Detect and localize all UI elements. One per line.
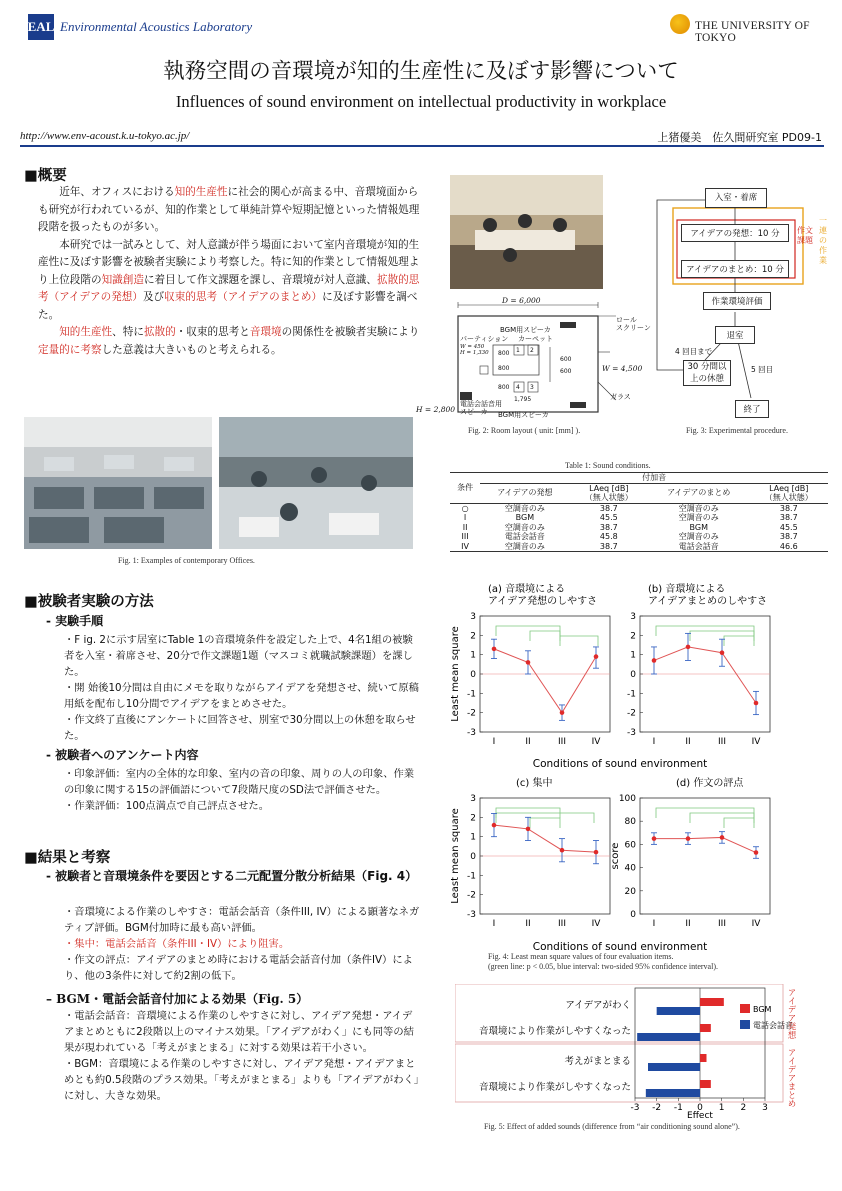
x-tick-label: 1: [718, 1103, 725, 1113]
bgm-speaker-top-label: BGM用スピーカ: [500, 326, 551, 334]
phone-bar: [637, 1033, 700, 1041]
bgm-bar: [700, 1054, 707, 1062]
category-label: 考えがまとまる: [564, 1056, 631, 1067]
y-tick-label: 2: [630, 631, 636, 642]
partition-size-label: W = 450 H = 1,330: [460, 344, 489, 356]
table-cell: ○: [450, 503, 480, 513]
table-cell: 38.7: [779, 513, 798, 522]
author-line: 上猪優美 佐久間研究室 PD09-1: [657, 131, 822, 144]
methods-bullet-2: ・開 始後10分間は自由にメモを取りながらアイデアを発想させ、続いて原稿用紙を配布し10分間でアイデアをまとめさせた。: [64, 682, 419, 710]
methods-procedure-list: [64, 632, 420, 744]
table-cell: 45.5: [599, 513, 618, 522]
y-axis-label: score: [610, 842, 621, 870]
group-label: アイデアまとめ: [786, 1048, 796, 1108]
bgm-bar: [700, 998, 724, 1006]
x-axis-label-bottom: Conditions of sound environment: [532, 941, 708, 953]
x-tick-label: 2: [740, 1103, 747, 1113]
seat-4: 4: [516, 384, 520, 391]
seat-1: 1: [516, 347, 520, 354]
essay-task-label: 作文 課題: [797, 226, 813, 245]
y-axis-label: Least mean square: [450, 626, 461, 722]
seat-3: 3: [530, 384, 534, 391]
data-point: [526, 660, 531, 665]
y-tick-label: -1: [467, 689, 476, 700]
data-point: [560, 848, 565, 853]
fig4-caption-line2: (green line: p < 0.05, blue interval: two-sided 95% confidence interval).: [488, 962, 718, 971]
y-tick-label: 0: [470, 852, 476, 862]
y-tick-label: 1: [630, 650, 636, 661]
category-label: 音環境により作業がしやすくなった: [478, 1026, 631, 1037]
x-tick-label: IV: [591, 737, 601, 747]
x-tick-label: I: [652, 919, 656, 929]
significance-line: [724, 818, 754, 828]
table-cell: 空調音のみ: [678, 532, 719, 541]
y-tick-label: -2: [467, 890, 476, 901]
table-cell: 空調音のみ: [480, 503, 569, 513]
y-tick-label: -3: [467, 728, 476, 738]
table-cell: 空調音のみ: [480, 542, 569, 552]
step-rest: 30 分間以 上の休憩: [683, 360, 731, 386]
bgm-speaker-bottom-label: BGM用スピーカ: [498, 411, 549, 419]
methods-bullet-1: ・F ig. 2に示す居室にTable 1の音環境条件を設定した上で、4名1組の被験者を入室・着席させ、20分で作文課題1題（マスコミ就職試験課題）を課した。: [64, 634, 413, 678]
step-end: 終了: [735, 400, 769, 418]
table-cell: 空調音のみ: [648, 503, 750, 513]
phone-bar: [646, 1089, 700, 1097]
title-japanese: 執務空間の音環境が知的生産性に及ぼす影響について: [163, 59, 679, 84]
th-condition: 条件: [450, 473, 480, 504]
glass-label: ガラス: [610, 393, 631, 401]
legend-swatch: [740, 1020, 750, 1029]
methods-sub-questionnaire: - 被験者へのアンケート内容: [46, 748, 199, 762]
y-tick-label: 40: [624, 863, 636, 874]
experiment-room-drawing: [450, 175, 603, 289]
group-frame-summary: [455, 1044, 783, 1102]
carpet-label: カーペット: [518, 335, 553, 343]
significance-line: [530, 818, 560, 828]
x-tick-label: II: [685, 919, 691, 929]
dim-800-a: 800: [498, 350, 510, 357]
methods-bullet-3: ・作文終了直後にアンケートに回答させ、別室で30分間以上の休憩を取らせた。: [64, 714, 416, 742]
x-tick-label: II: [685, 737, 691, 747]
dim-1795: 1,795: [514, 396, 532, 403]
dim-width: W = 4,500: [602, 364, 643, 373]
results-added-sound-list: [64, 1008, 420, 1104]
table-cell: I: [463, 513, 467, 522]
results-bullet-5: ・BGM：音環境による作業のしやすさに対し、アイデア発想・アイデアまとめとも約0.5段階のプラス効果。「考えがまとまる」よりも「アイデアがわく」に対し、大きな効果。: [64, 1058, 419, 1102]
table-cell: BGM: [515, 513, 535, 522]
y-tick-label: 0: [630, 670, 636, 680]
roll-screen-label: ロール スクリーン: [616, 316, 651, 332]
x-tick-label: 3: [762, 1103, 768, 1113]
data-point: [492, 823, 497, 828]
ginkgo-icon: [670, 14, 690, 34]
fig4-caption-line1: Fig. 4: Least mean square values of four evaluation items.: [488, 952, 674, 961]
legend-label: BGM: [753, 1005, 772, 1014]
dim-800-b: 800: [498, 365, 510, 372]
table-row: [450, 532, 828, 542]
y-tick-label: 20: [624, 886, 636, 897]
series-line: [494, 825, 596, 852]
y-tick-label: 1: [470, 650, 476, 661]
partition-label: パーティション: [460, 335, 509, 343]
x-axis-label-top: Conditions of sound environment: [532, 758, 708, 770]
phone-speaker-label: 電話会話音用 スピーカ: [460, 400, 502, 416]
results-heading: ■結果と考察: [24, 850, 111, 866]
methods-questionnaire-list: [64, 766, 420, 814]
fig2-room-layout: [416, 292, 651, 422]
methods-heading: ■被験者実験の方法: [24, 594, 154, 610]
x-tick-label: III: [718, 919, 726, 929]
x-tick-label: -3: [630, 1103, 640, 1113]
y-tick-label: -1: [627, 689, 636, 700]
y-tick-label: 3: [470, 794, 476, 804]
panel-title: (d) 作文の評点: [676, 778, 744, 789]
th-added-sound: 付加音: [480, 473, 828, 484]
th-laeq-2: LAeq [dB] （無人状態）: [764, 483, 813, 502]
series-line: [654, 647, 756, 703]
x-tick-label: III: [558, 919, 566, 929]
fig4-charts: [450, 578, 790, 958]
results-bullet-2: ・集中：電話会話音（条件III・IV）により阻害。: [64, 938, 290, 950]
step-exit: 退室: [715, 326, 755, 344]
overview-paragraph-2: 本研究では一試みとして、対人意識が伴う場面において室内音環境が知的生産性に及ぼす影響を被験者実験により考察した。特に知的作業として情報処理より上位段階の知識創造に着目して作文課題を課し、音環境が対人意識、拡散的思考（アイデアの発想）及び収束的思考（アイデアのまとめ）に及ぼす影響を調べた。: [38, 238, 420, 321]
data-point: [686, 645, 691, 650]
table-cell: 電話会話音: [504, 532, 545, 541]
x-tick-label: III: [718, 737, 726, 747]
significance-line: [724, 636, 754, 646]
lab-name: Environmental Acoustics Laboratory: [60, 19, 253, 34]
until-4th-label: 4 回目まで: [675, 347, 713, 356]
overview-body: [38, 184, 426, 359]
overview-paragraph-3: 知的生産性、特に拡散的・収束的思考と音環境の関係性を被験者実験により定量的に考察した意義は大きいものと考えられる。: [38, 326, 420, 356]
table-cell: II: [462, 522, 468, 532]
table-cell: 38.7: [570, 503, 648, 513]
methods-sub-procedure: - 実験手順: [46, 614, 104, 628]
fig3-procedure: [655, 180, 830, 420]
significance-line: [560, 636, 598, 646]
results-sub-anova: - 被験者と音環境条件を要因とする二元配置分散分析結果（Fig. 4）: [46, 869, 418, 883]
title-english: Influences of sound environment on intellectual productivity in workplace: [175, 92, 667, 111]
y-tick-label: 1: [470, 832, 476, 843]
lab-url[interactable]: http://www.env-acoust.k.u-tokyo.ac.jp/: [20, 130, 190, 142]
dim-depth: D = 6,000: [502, 296, 541, 305]
bgm-bar: [700, 1080, 711, 1088]
methods-bullet-4: ・印象評価：室内の全体的な印象、室内の音の印象、周りの人の印象、作業の印象に関する15の評価語について7段階尺度のSD法で評価させた。: [64, 768, 415, 796]
phone-bar: [648, 1063, 700, 1071]
office-photo-1: [24, 417, 212, 549]
panel-title: (c) 集中: [516, 778, 553, 789]
fig5-caption: Fig. 5: Effect of added sounds (difference from “air conditioning sound alone”).: [484, 1122, 740, 1131]
y-tick-label: 3: [630, 612, 636, 622]
methods-bullet-5: ・作業評価：100点満点で自己評点させた。: [64, 800, 269, 812]
panel-title: (b) 音環境による: [648, 584, 726, 595]
plot-frame: [640, 798, 770, 914]
dim-600-a: 600: [560, 356, 572, 363]
y-tick-label: -3: [467, 910, 476, 920]
x-tick-label: I: [652, 737, 656, 747]
series-line: [494, 649, 596, 713]
group-label: アイデア発想: [786, 988, 796, 1039]
panel-title: アイデアまとめのしやすさ: [648, 596, 768, 607]
panel-title: アイデア発想のしやすさ: [488, 596, 598, 607]
y-tick-label: -3: [627, 728, 636, 738]
y-tick-label: -2: [627, 708, 636, 719]
data-point: [720, 835, 725, 840]
data-point: [492, 647, 497, 652]
panel-title: (a) 音環境による: [488, 584, 566, 595]
category-label: 音環境により作業がしやすくなった: [478, 1082, 631, 1093]
table-cell: 空調音のみ: [678, 513, 719, 522]
x-tick-label: IV: [751, 737, 761, 747]
th-idea: アイデアの発想: [497, 488, 553, 498]
table-cell: 38.7: [779, 532, 798, 541]
th-laeq-1: LAeq [dB] （無人状態）: [584, 483, 633, 502]
y-tick-label: -1: [467, 871, 476, 882]
sound-conditions-table: [450, 472, 828, 552]
data-point: [754, 850, 759, 855]
table-cell: 電話会話音: [648, 542, 750, 552]
office-photo-2-drawing: [219, 417, 413, 549]
x-tick-label: IV: [751, 919, 761, 929]
data-point: [652, 836, 657, 841]
y-tick-label: 3: [470, 612, 476, 622]
table-cell: IV: [450, 542, 480, 552]
step-evaluation: 作業環境評価: [703, 292, 771, 310]
table-row: [450, 542, 828, 552]
table-cell: 45.8: [599, 532, 618, 541]
x-tick-label: -1: [673, 1103, 683, 1113]
table-cell: 46.6: [750, 542, 828, 552]
data-point: [594, 654, 599, 659]
x-tick-label: II: [525, 919, 531, 929]
step-enter: 入室・着席: [705, 188, 767, 208]
fig5-chart: [455, 984, 800, 1119]
table-row: [450, 503, 828, 513]
room-layout-diagram: [420, 292, 650, 422]
x-axis-label: Effect: [687, 1111, 713, 1119]
significance-line: [530, 631, 560, 641]
data-point: [686, 836, 691, 841]
office-photo-1-drawing: [24, 417, 212, 549]
table-cell: BGM: [689, 522, 708, 532]
table-cell: 45.5: [779, 522, 798, 532]
header-rule: [20, 145, 824, 147]
results-bullet-3: ・作文の評点：アイデアのまとめ時における電話会話音付加（条件IV）により、他の3条件に対して約2割の低下。: [64, 954, 413, 982]
category-label: アイデアがわく: [565, 1000, 631, 1011]
x-tick-label: I: [492, 737, 496, 747]
phone-bar: [657, 1007, 700, 1015]
results-bullet-1: ・音環境による作業のしやすさ：電話会話音（条件III, IV）による顕著なネガティブ評価。BGM付加時に最も高い評価。: [64, 906, 420, 934]
seat-2: 2: [530, 347, 534, 354]
table1: [450, 472, 828, 552]
overview-heading: ■概要: [24, 168, 67, 184]
y-tick-label: 2: [470, 813, 476, 824]
y-tick-label: 0: [630, 910, 636, 920]
data-point: [526, 827, 531, 832]
y-tick-label: 0: [470, 670, 476, 680]
university-name: THE UNIVERSITY OF TOKYO: [695, 20, 810, 44]
x-tick-label: II: [525, 737, 531, 747]
x-tick-label: IV: [591, 919, 601, 929]
fig3-caption: Fig. 3: Experimental procedure.: [686, 426, 788, 435]
fig1-caption: Fig. 1: Examples of contemporary Offices.: [118, 556, 255, 565]
dim-600-b: 600: [560, 368, 572, 375]
dim-height: H = 2,800: [416, 405, 456, 414]
series-line: [654, 837, 756, 852]
step-idea: アイデアの発想：10 分: [681, 224, 789, 242]
data-point: [560, 710, 565, 715]
lab-logo: EAL: [28, 14, 54, 40]
table1-caption: Table 1: Sound conditions.: [565, 461, 651, 470]
bgm-bar: [700, 1024, 711, 1032]
series-of-tasks-label: 一連の作業: [819, 216, 827, 265]
step-summary: アイデアのまとめ：10 分: [681, 260, 789, 278]
y-axis-label: Least mean square: [450, 808, 461, 904]
dim-800-c: 800: [498, 384, 510, 391]
x-tick-label: -2: [652, 1103, 662, 1113]
data-point: [754, 701, 759, 706]
round-5-label: 5 回目: [751, 365, 774, 374]
x-tick-label: III: [558, 737, 566, 747]
y-tick-label: 100: [618, 794, 636, 804]
office-photo-2: [219, 417, 413, 549]
data-point: [720, 650, 725, 655]
x-tick-label: I: [492, 919, 496, 929]
data-point: [594, 850, 599, 855]
y-tick-label: 60: [624, 840, 636, 851]
overview-paragraph-1: 近年、オフィスにおける知的生産性に社会的関心が高まる中、音環境面からも研究が行われているが、知的作業として単純計算や短期記憶といった情報処理段階を扱ったものが多い。: [38, 186, 420, 233]
table-row: [450, 523, 828, 533]
x-tick-label: 0: [697, 1103, 703, 1113]
y-tick-label: 2: [470, 631, 476, 642]
table-cell: 空調音のみ: [504, 522, 545, 532]
table-cell: III: [461, 532, 469, 541]
data-point: [652, 658, 657, 663]
results-sub-added-sound: – BGM・電話会話音付加による効果（Fig. 5）: [46, 992, 309, 1006]
y-tick-label: -2: [467, 708, 476, 719]
table-row: [450, 513, 828, 523]
fig2-caption: Fig. 2: Room layout ( unit: [mm] ).: [468, 426, 581, 435]
table-cell: 38.7: [599, 522, 618, 532]
legend-label: 電話会話音: [753, 1021, 793, 1030]
table-cell: 38.7: [570, 542, 648, 552]
y-tick-label: 80: [624, 817, 636, 828]
legend-swatch: [740, 1004, 750, 1013]
th-summary: アイデアのまとめ: [667, 488, 731, 498]
results-bullet-4: ・電話会話音：音環境による作業のしやすさに対し、アイデア発想・アイデアまとめともに2段階以上のマイナス効果。「アイデアがわく」にも同等の結果が現われている「考えがまとまる」に対する効果は若干小さい。: [64, 1010, 414, 1054]
experiment-room-photo: [450, 175, 603, 289]
results-anova-list: [64, 904, 420, 984]
table-cell: 38.7: [750, 503, 828, 513]
